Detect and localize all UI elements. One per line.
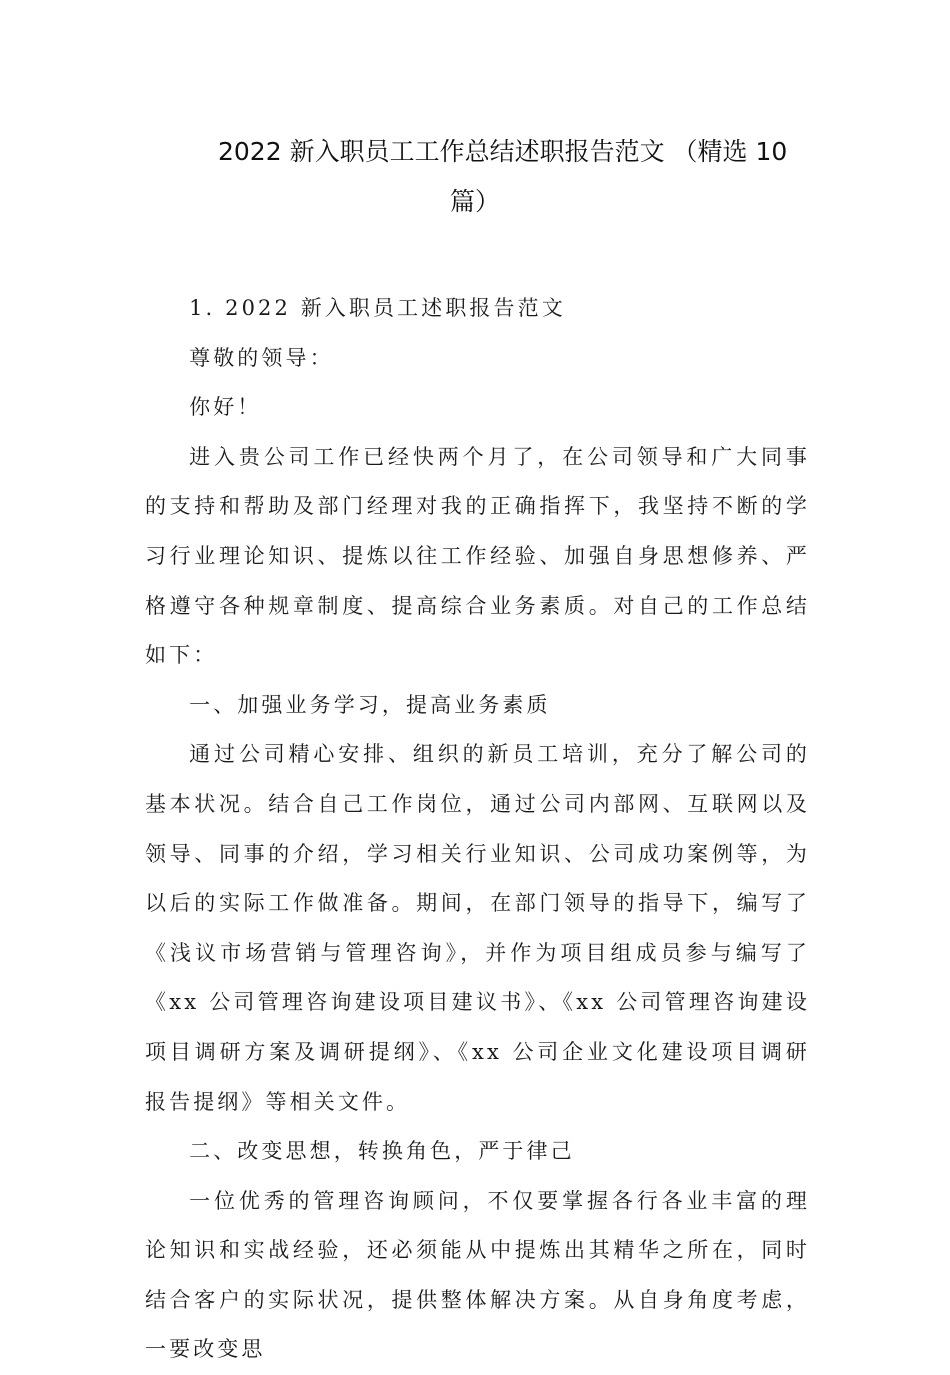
- subheading: 一、加强业务学习，提高业务素质: [189, 692, 551, 717]
- subheading: 二、改变思想，转换角色，严于律己: [189, 1139, 575, 1164]
- title-line-2: 篇）: [450, 187, 501, 216]
- body-paragraph: 进入贵公司工作已经快两个月了，在公司领导和广大同事的支持和帮助及部门经理对我的正确指挥下，我坚持不断的学习行业理论知识、提炼以往工作经验、加强自身思想修养、严格遵守各种规章制度、提高综合业务素质。对自己的工作总结如下：: [145, 444, 810, 668]
- body-paragraph: 一位优秀的管理咨询顾问，不仅要掌握各行各业丰富的理论知识和实战经验，还必须能从中提炼出其精华之所在，同时结合客户的实际状况，提供整体解决方案。从自身角度考虑，一要改变思: [145, 1188, 810, 1362]
- greeting: 你好！: [189, 395, 262, 420]
- body-paragraph: 通过公司精心安排、组织的新员工培训，充分了解公司的基本状况。结合自己工作岗位，通过公司内部网、互联网以及领导、同事的介绍，学习相关行业知识、公司成功案例等，为以后的实际工作做准备。期间，在部门领导的指导下，编写了《浅议市场营销与管理咨询》，并作为项目组成员参与编写了《xx 公司管理咨询建设项目建议书》、《xx 公司管理咨询建设项目调研方案及调研提纲》、《xx 公司企业文化建设项目调研报告提纲》等相关文件。: [145, 742, 810, 1114]
- section-heading-1: 1. 2022 新入职员工述职报告范文: [189, 296, 566, 320]
- salutation: 尊敬的领导：: [189, 345, 334, 370]
- title-line-1: 2022 新入职员工工作总结述职报告范文 （精选 10: [218, 137, 788, 166]
- document-body: [145, 284, 810, 1375]
